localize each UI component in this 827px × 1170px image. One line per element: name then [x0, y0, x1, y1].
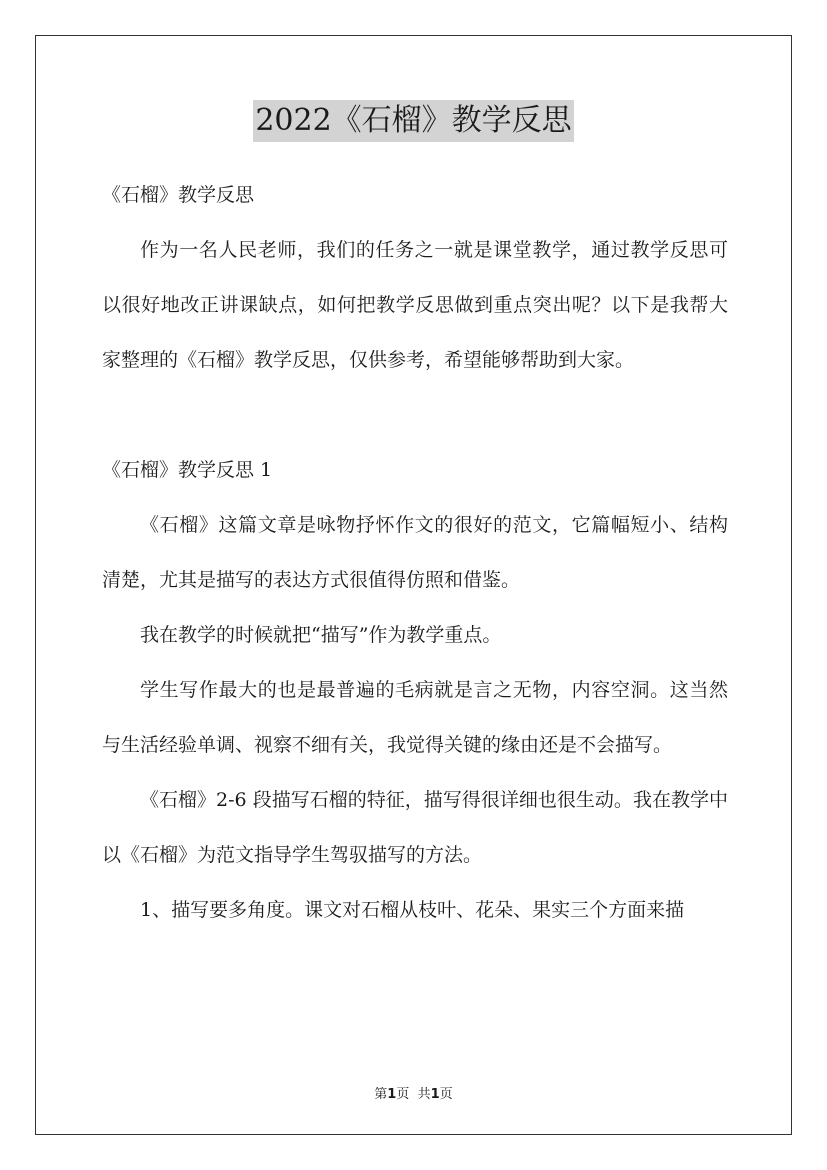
body-paragraph: 《石榴》这篇文章是咏物抒怀作文的很好的范文，它篇幅短小、结构清楚，尤其是描写的表达方式很值得仿照和借鉴。: [102, 514, 728, 591]
body-paragraph: 我在教学的时候就把“描写”作为教学重点。: [140, 624, 502, 646]
footer-total-pages: 1: [430, 1087, 440, 1102]
body-paragraph: 《石榴》2-6 段描写石榴的特征，描写得很详细也很生动。我在教学中以《石榴》为范文指导学生驾驭描写的方法。: [102, 789, 728, 866]
section-heading: 《石榴》教学反思: [102, 184, 255, 206]
document-body: [102, 168, 728, 938]
footer-page-suffix: 页: [396, 1087, 410, 1102]
footer-page-number: 1: [387, 1087, 397, 1102]
document-title: 2022《石榴》教学反思: [253, 100, 573, 142]
footer-total-suffix: 页: [439, 1087, 453, 1102]
body-paragraph: 作为一名人民老师，我们的任务之一就是课堂教学，通过教学反思可以很好地改正讲课缺点，如何把教学反思做到重点突出呢？以下是我帮大家整理的《石榴》教学反思，仅供参考，希望能够帮助到大家。: [102, 239, 728, 371]
paragraph-gap: [102, 388, 728, 443]
page-footer: [0, 1083, 827, 1102]
footer-prefix: 第: [374, 1087, 388, 1102]
body-paragraph: 学生写作最大的也是最普遍的毛病就是言之无物，内容空洞。这当然与生活经验单调、视察不细有关，我觉得关键的缘由还是不会描写。: [102, 679, 728, 756]
title-container: [0, 100, 827, 142]
section-heading: 《石榴》教学反思 1: [102, 459, 273, 481]
body-paragraph: 1、描写要多角度。课文对石榴从枝叶、花朵、果实三个方面来描: [140, 899, 685, 921]
footer-total-prefix: 共: [417, 1087, 431, 1102]
